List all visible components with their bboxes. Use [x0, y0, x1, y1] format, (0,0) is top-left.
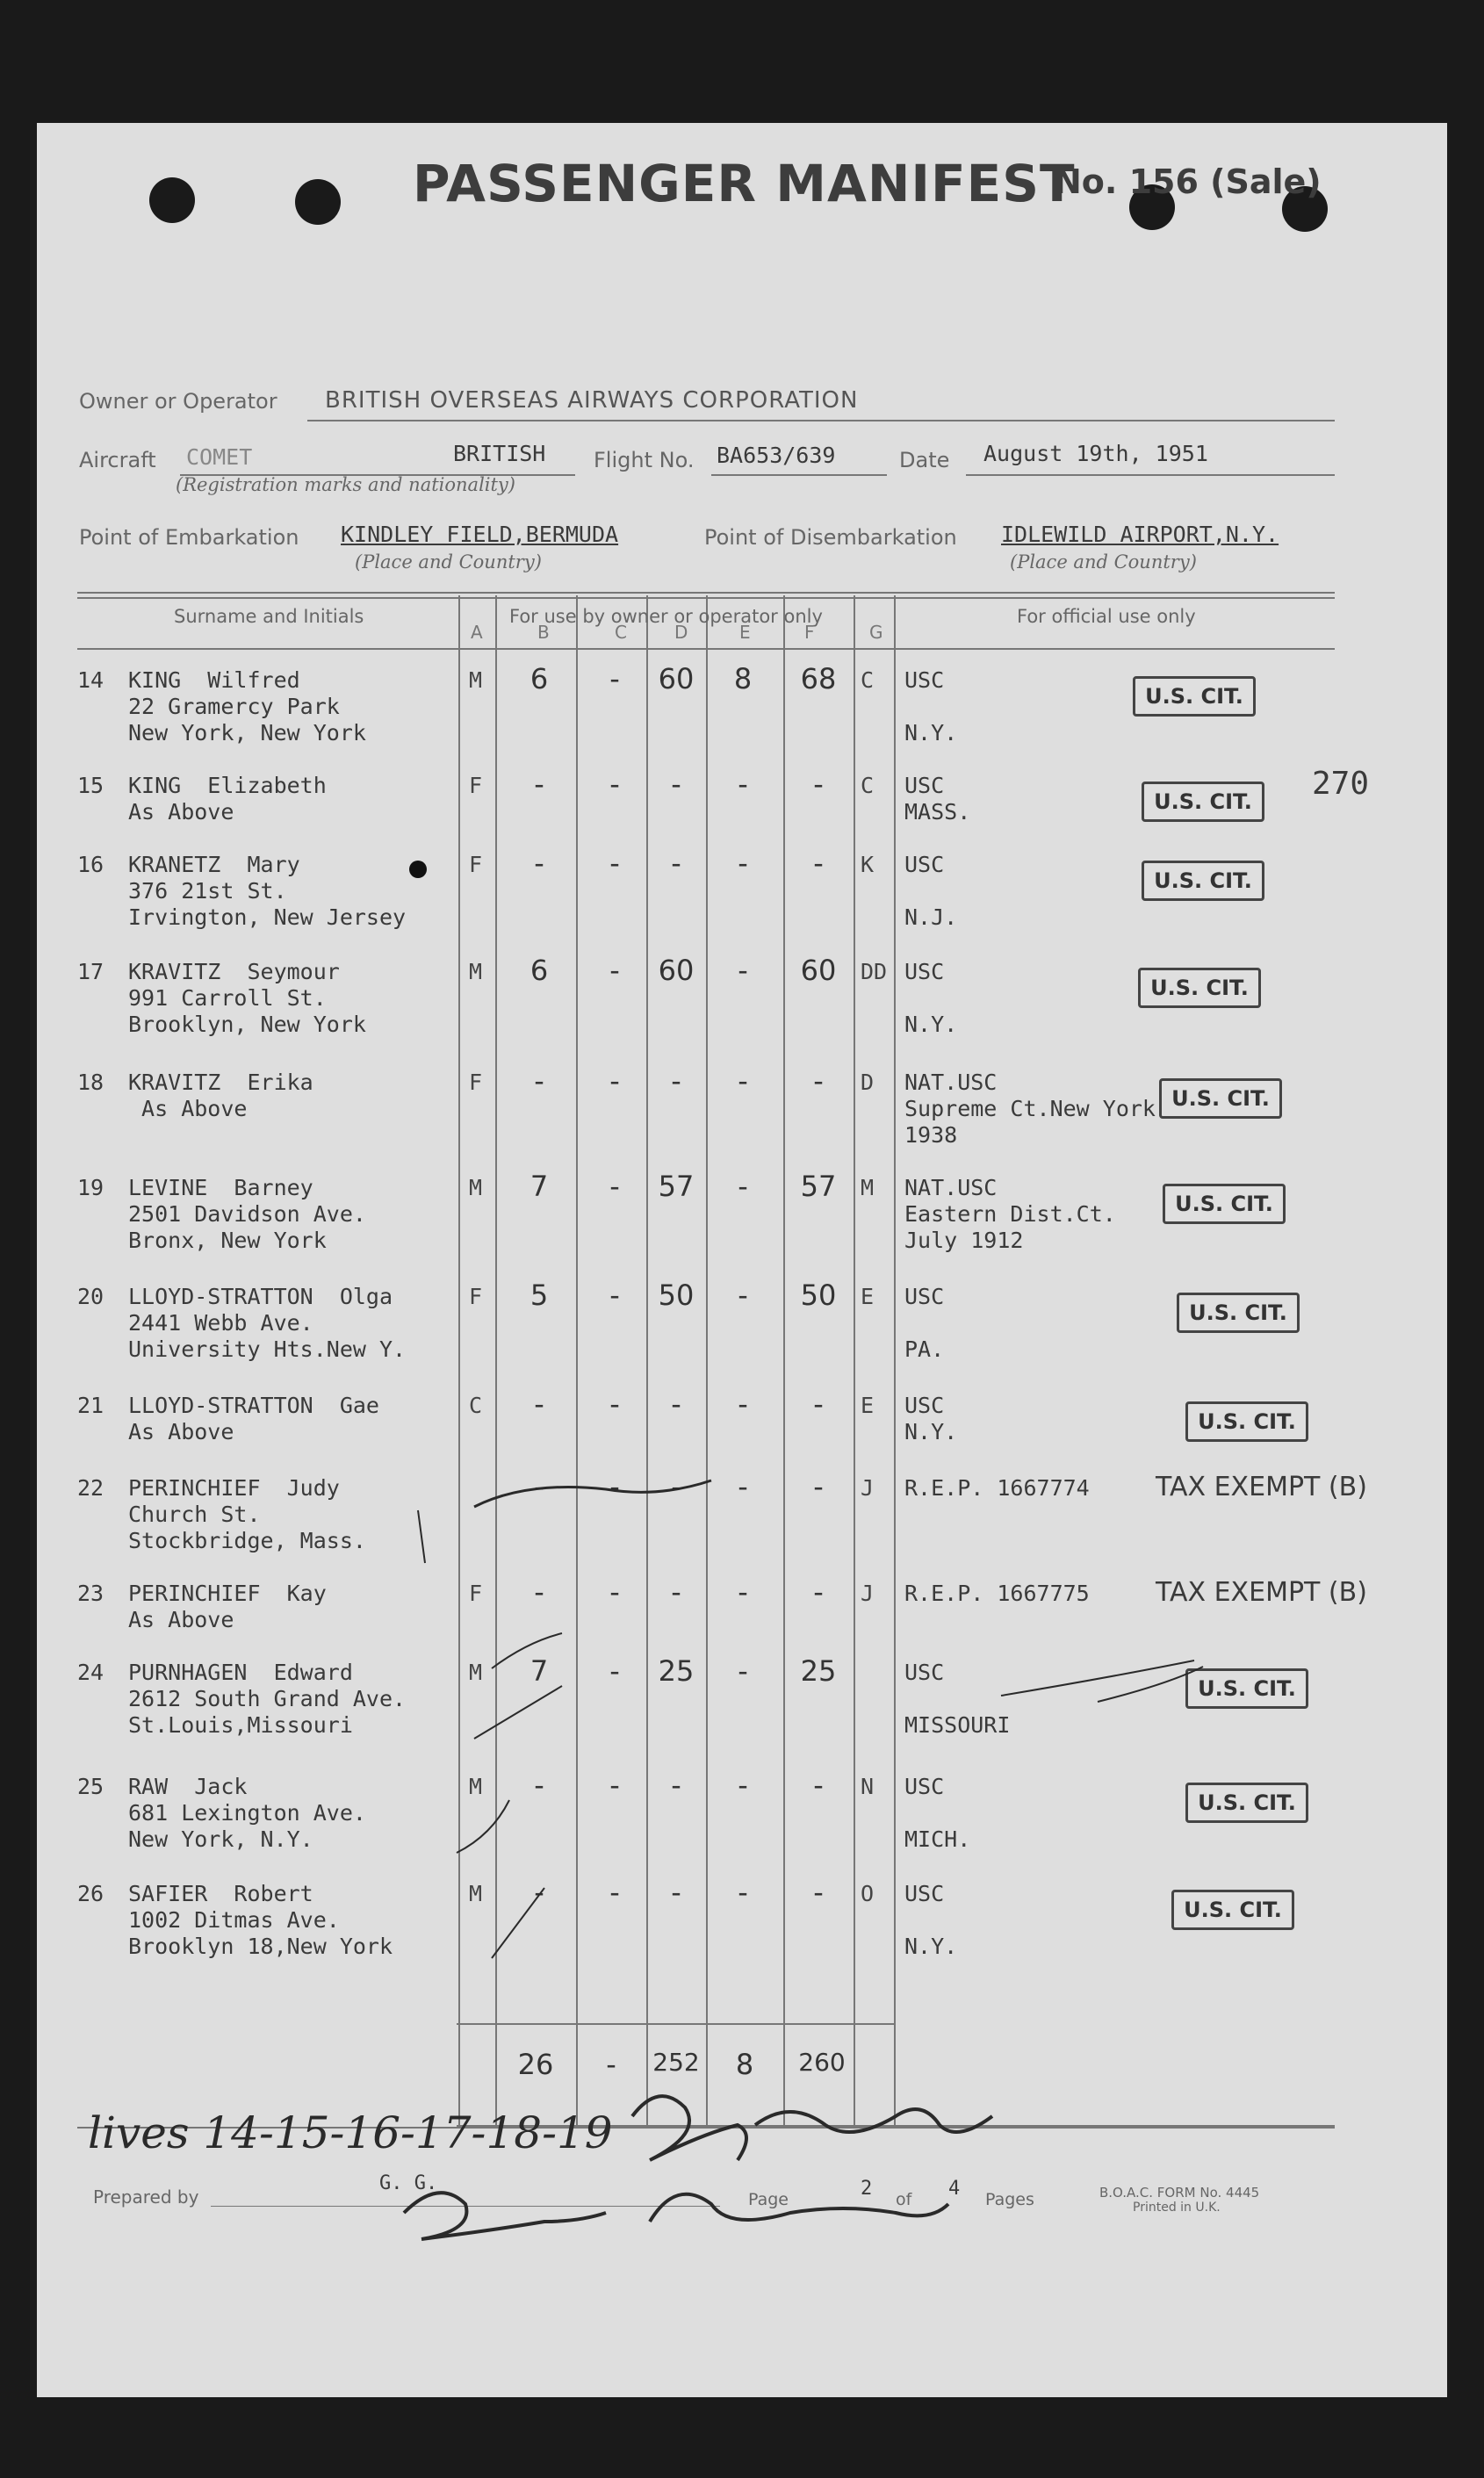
passenger-name-address: SAFIER Robert 1002 Ditmas Ave. Brooklyn 18,New York — [128, 1881, 393, 1959]
cell-d: 60 — [658, 954, 695, 987]
citizenship-stamp: U.S. CIT. — [1163, 1184, 1286, 1224]
cell-c: - — [609, 846, 620, 880]
owner-value: BRITISH OVERSEAS AIRWAYS CORPORATION — [325, 387, 859, 414]
page-title: PASSENGER MANIFEST — [413, 154, 1076, 213]
tax-exempt-note: TAX EXEMPT (B) — [1156, 1472, 1367, 1502]
citizenship-stamp: U.S. CIT. — [1142, 861, 1264, 901]
col-operator-header: For use by owner or operator only — [509, 606, 823, 627]
cell-a: F — [469, 1070, 483, 1095]
cell-g: C — [861, 667, 875, 693]
col-letter: A — [471, 622, 483, 643]
punch-hole — [295, 179, 341, 225]
passenger-number: 17 — [77, 959, 104, 984]
passenger-name-address: KRANETZ Mary 376 21st St. Irvington, New Jersey — [128, 852, 407, 930]
cell-b: - — [534, 1876, 544, 1909]
official-notes: USC MASS. — [904, 773, 971, 825]
cell-d: 50 — [658, 1279, 695, 1312]
cell-g: J — [861, 1475, 875, 1501]
flight-label: Flight No. — [594, 448, 695, 472]
passenger-name-address: LLOYD-STRATTON Olga 2441 Webb Ave. University Hts.New Y. — [128, 1284, 407, 1362]
citizenship-stamp: U.S. CIT. — [1171, 1890, 1294, 1930]
passenger-name-address: RAW Jack 681 Lexington Ave. New York, N.Y. — [128, 1774, 366, 1852]
disembark-label: Point of Disembarkation — [704, 525, 957, 550]
cell-a: F — [469, 1284, 483, 1309]
citizenship-stamp: U.S. CIT. — [1133, 676, 1256, 717]
owner-label: Owner or Operator — [79, 389, 277, 414]
passenger-name-address: PURNHAGEN Edward 2612 South Grand Ave. St.Louis,Missouri — [128, 1660, 407, 1738]
cell-d: - — [671, 1387, 681, 1421]
cell-c: - — [609, 662, 620, 695]
citizenship-stamp: U.S. CIT. — [1185, 1401, 1308, 1442]
passenger-number: 20 — [77, 1284, 104, 1309]
cell-b: 7 — [529, 1170, 549, 1203]
cell-d: - — [671, 1064, 681, 1098]
cell-d: - — [671, 767, 681, 801]
embark-sub: (Place and Country) — [355, 551, 542, 573]
cell-a: F — [469, 773, 483, 798]
cell-f: 60 — [800, 954, 837, 987]
aircraft-value: COMET — [186, 444, 253, 470]
passenger-row — [77, 1175, 508, 1271]
form-number: B.O.A.C. FORM No. 4445 — [1099, 2185, 1260, 2201]
passenger-number: 24 — [77, 1660, 104, 1685]
cell-a: M — [469, 959, 483, 984]
cell-f: - — [813, 1876, 824, 1909]
cell-c: - — [609, 954, 620, 987]
passenger-number: 19 — [77, 1175, 104, 1200]
cell-f: 68 — [800, 662, 837, 695]
cell-c: - — [609, 1470, 620, 1503]
cell-c: - — [609, 1170, 620, 1203]
passenger-name-address: KING Elizabeth As Above — [128, 773, 327, 825]
total-b: 26 — [517, 2048, 554, 2081]
cell-b: - — [534, 1387, 544, 1421]
cell-c: - — [609, 1876, 620, 1909]
col-letter: G — [869, 622, 883, 643]
cell-c: - — [609, 1064, 620, 1098]
official-notes: NAT.USC Supreme Ct.New York 1938 — [904, 1070, 1156, 1148]
cell-c: - — [609, 1768, 620, 1802]
cell-f: - — [813, 767, 824, 801]
cell-d: 25 — [658, 1654, 695, 1688]
embark-value: KINDLEY FIELD,BERMUDA — [341, 522, 619, 547]
cell-e: - — [738, 954, 748, 987]
cell-a: C — [469, 1393, 483, 1418]
passenger-row — [77, 1284, 508, 1380]
passenger-row — [77, 852, 508, 948]
official-notes: USC MICH. — [904, 1774, 971, 1852]
cell-g: J — [861, 1581, 875, 1606]
prepared-value: G. G. — [379, 2172, 438, 2194]
passenger-row — [77, 1070, 508, 1166]
cell-b: - — [534, 1768, 544, 1802]
citizenship-stamp: U.S. CIT. — [1142, 782, 1264, 822]
cell-d: - — [671, 1470, 681, 1503]
col-official-header: For official use only — [1017, 606, 1196, 627]
cell-c: - — [609, 1279, 620, 1312]
cell-e: - — [738, 1654, 748, 1688]
official-notes: USC PA. — [904, 1284, 945, 1362]
cell-a: F — [469, 852, 483, 877]
aircraft-sub: (Registration marks and nationality) — [176, 474, 515, 495]
handwritten-lives-note: lives 14-15-16-17-18-19 — [88, 2107, 613, 2158]
citizenship-stamp: U.S. CIT. — [1138, 968, 1261, 1008]
passenger-name-address: PERINCHIEF Kay As Above — [128, 1581, 327, 1632]
col-letter: C — [615, 622, 627, 643]
cell-b: - — [534, 767, 544, 801]
cell-d: - — [671, 1768, 681, 1802]
passenger-name-address: LEVINE Barney 2501 Davidson Ave. Bronx, New York — [128, 1175, 366, 1253]
passenger-name-address: KRAVITZ Seymour 991 Carroll St. Brooklyn, New York — [128, 959, 366, 1037]
citizenship-stamp: U.S. CIT. — [1185, 1668, 1308, 1709]
passenger-number: 18 — [77, 1070, 104, 1095]
passenger-number: 21 — [77, 1393, 104, 1418]
passenger-name-address: LLOYD-STRATTON Gae As Above — [128, 1393, 379, 1444]
official-notes: USC N.Y. — [904, 667, 958, 746]
cell-g: M — [861, 1175, 875, 1200]
cell-b: 6 — [529, 662, 549, 695]
cell-a: M — [469, 1881, 483, 1906]
cell-e: - — [738, 1470, 748, 1503]
cell-e: 8 — [733, 662, 753, 695]
cell-g: DD — [861, 959, 888, 984]
cell-a: F — [469, 1581, 483, 1606]
col-letter: E — [739, 622, 751, 643]
cell-e: - — [738, 1575, 748, 1609]
pages-label: Pages — [985, 2190, 1034, 2209]
cell-g: D — [861, 1070, 875, 1095]
cell-a: M — [469, 667, 483, 693]
official-notes: USC N.Y. — [904, 1393, 958, 1444]
cell-d: - — [671, 846, 681, 880]
cell-g: O — [861, 1881, 875, 1906]
cell-e: - — [738, 767, 748, 801]
aircraft-label: Aircraft — [79, 448, 156, 472]
cell-b: 5 — [529, 1279, 549, 1312]
page-label: Page — [748, 2190, 789, 2209]
cell-f: 57 — [800, 1170, 837, 1203]
passenger-number: 25 — [77, 1774, 104, 1799]
official-notes: R.E.P. 1667775 — [904, 1581, 1090, 1606]
cell-c: - — [609, 1654, 620, 1688]
official-notes: USC N.Y. — [904, 959, 958, 1037]
passenger-row — [77, 667, 508, 764]
passenger-name-address: KING Wilfred 22 Gramercy Park New York, New York — [128, 667, 366, 746]
citizenship-stamp: U.S. CIT. — [1185, 1783, 1308, 1823]
col-surname-header: Surname and Initials — [174, 606, 364, 627]
cell-f: - — [813, 1064, 824, 1098]
cell-f: - — [813, 846, 824, 880]
cell-b: - — [534, 1470, 544, 1503]
passenger-row — [77, 1774, 508, 1870]
passenger-number: 26 — [77, 1881, 104, 1906]
cell-e: - — [738, 1279, 748, 1312]
official-notes: USC N.J. — [904, 852, 958, 930]
of-label: of — [896, 2190, 912, 2209]
cell-e: - — [738, 1387, 748, 1421]
cell-f: - — [813, 1575, 824, 1609]
passenger-number: 23 — [77, 1581, 104, 1606]
citizenship-stamp: U.S. CIT. — [1177, 1293, 1300, 1333]
cell-b: - — [534, 1575, 544, 1609]
date-value: August 19th, 1951 — [983, 441, 1208, 466]
of-value: 4 — [948, 2178, 961, 2200]
punch-hole — [149, 177, 195, 223]
cell-f: 50 — [800, 1279, 837, 1312]
embark-label: Point of Embarkation — [79, 525, 299, 550]
total-c: - — [606, 2048, 616, 2081]
passenger-number: 14 — [77, 667, 104, 693]
cell-c: - — [609, 1575, 620, 1609]
cell-b: - — [534, 846, 544, 880]
cell-c: - — [609, 1387, 620, 1421]
cell-b: 6 — [529, 954, 549, 987]
passenger-row — [77, 1660, 508, 1756]
passenger-name-address: PERINCHIEF Judy Church St. Stockbridge, Mass. — [128, 1475, 366, 1553]
cell-e: - — [738, 1768, 748, 1802]
nationality-value: BRITISH — [453, 441, 546, 466]
cell-g: K — [861, 852, 875, 877]
cell-f: - — [813, 1470, 824, 1503]
official-notes: USC N.Y. — [904, 1881, 958, 1959]
cell-f: 25 — [800, 1654, 837, 1688]
cell-g: E — [861, 1393, 875, 1418]
official-notes: NAT.USC Eastern Dist.Ct. July 1912 — [904, 1175, 1116, 1253]
total-f: 260 — [798, 2048, 846, 2077]
cell-f: - — [813, 1768, 824, 1802]
passenger-number: 16 — [77, 852, 104, 877]
flight-value: BA653/639 — [717, 443, 836, 468]
passenger-name-address: KRAVITZ Erika As Above — [128, 1070, 313, 1121]
margin-note: 270 — [1312, 766, 1370, 802]
disembark-value: IDLEWILD AIRPORT,N.Y. — [1001, 522, 1279, 547]
cell-e: - — [738, 1876, 748, 1909]
tax-exempt-note: TAX EXEMPT (B) — [1156, 1577, 1367, 1608]
manifest-number: No. 156 (Sale) — [1054, 162, 1322, 201]
cell-a: M — [469, 1660, 483, 1685]
passenger-number: 15 — [77, 773, 104, 798]
passenger-number: 22 — [77, 1475, 104, 1501]
official-notes: USC MISSOURI — [904, 1660, 1011, 1738]
page-value: 2 — [861, 2178, 873, 2200]
total-e: 8 — [735, 2048, 754, 2081]
passenger-row — [77, 1881, 508, 1977]
cell-g: C — [861, 773, 875, 798]
col-letter: D — [674, 622, 688, 643]
total-d: 252 — [652, 2048, 700, 2077]
cell-f: - — [813, 1387, 824, 1421]
official-notes: R.E.P. 1667774 — [904, 1475, 1090, 1501]
col-letter: F — [804, 622, 815, 643]
date-label: Date — [899, 448, 950, 472]
cell-a: M — [469, 1175, 483, 1200]
cell-g: N — [861, 1774, 875, 1799]
cell-e: - — [738, 1170, 748, 1203]
cell-d: - — [671, 1575, 681, 1609]
cell-d: 57 — [658, 1170, 695, 1203]
cell-c: - — [609, 767, 620, 801]
passenger-row — [77, 1475, 508, 1572]
cell-b: 7 — [529, 1654, 549, 1688]
citizenship-stamp: U.S. CIT. — [1159, 1078, 1282, 1119]
cell-e: - — [738, 1064, 748, 1098]
cell-b: - — [534, 1064, 544, 1098]
prepared-label: Prepared by — [93, 2186, 199, 2208]
passenger-row — [77, 959, 508, 1055]
cell-g: E — [861, 1284, 875, 1309]
cell-d: 60 — [658, 662, 695, 695]
col-letter: B — [537, 622, 550, 643]
cell-a: M — [469, 1774, 483, 1799]
disembark-sub: (Place and Country) — [1010, 551, 1197, 573]
cell-d: - — [671, 1876, 681, 1909]
printed-label: Printed in U.K. — [1133, 2201, 1221, 2215]
cell-e: - — [738, 846, 748, 880]
